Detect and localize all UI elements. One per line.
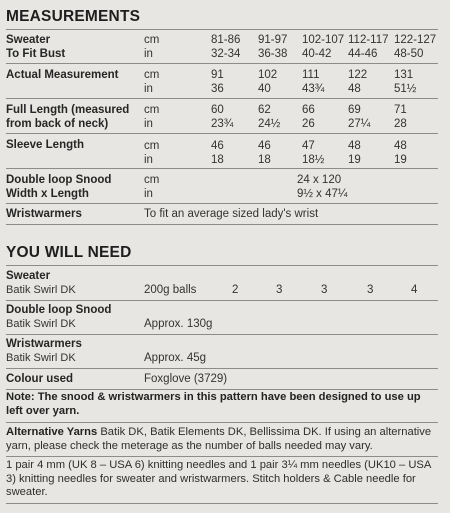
size-cm: 112-117	[348, 34, 389, 46]
full-length-cm: 60	[211, 104, 224, 116]
divider	[6, 29, 438, 30]
unit-cm: cm	[144, 174, 160, 186]
divider	[6, 224, 438, 225]
actual-label: Actual Measurement	[6, 69, 119, 81]
wristwarmers-text: To fit an average sized lady's wrist	[144, 208, 319, 220]
size-in: 44-46	[348, 48, 378, 60]
actual-in: 43¾	[302, 83, 325, 95]
snood-in: 9½ x 47¼	[297, 188, 348, 200]
full-length-in: 26	[302, 118, 315, 130]
snood-label: Width x Length	[6, 188, 89, 200]
full-length-cm: 69	[348, 104, 361, 116]
sleeve-in: 19	[394, 154, 407, 166]
balls-count: 2	[232, 284, 239, 296]
alternative-yarns-text: Batik DK, Batik Elements DK, Bellissima DK. If using an alternative yarn, please check the meterage as the number of balls needed may vary.	[6, 426, 432, 452]
need-wrist-label: Wristwarmers	[6, 338, 82, 350]
size-in: 36-38	[258, 48, 288, 60]
balls-count: 3	[321, 284, 328, 296]
balls-label: 200g balls	[144, 284, 197, 296]
colour-label: Colour used	[6, 373, 74, 385]
alternative-yarns-label: Alternative Yarns	[6, 426, 98, 438]
unit-in: in	[144, 118, 153, 130]
sleeve-cm: 48	[348, 140, 361, 152]
snood-cm: 24 x 120	[297, 174, 342, 186]
wrist-yarn: Batik Swirl DK	[6, 352, 76, 364]
balls-count: 3	[276, 284, 283, 296]
you-will-need-heading: YOU WILL NEED	[6, 244, 132, 261]
divider	[6, 422, 438, 423]
sleeve-in: 18	[258, 154, 271, 166]
need-snood-label: Double loop Snood	[6, 304, 112, 316]
measurements-heading: MEASUREMENTS	[6, 8, 141, 25]
divider	[6, 334, 438, 335]
actual-in: 51½	[394, 83, 417, 95]
divider	[6, 503, 438, 504]
sleeve-in: 19	[348, 154, 361, 166]
unit-cm: cm	[144, 34, 160, 46]
unit-in: in	[144, 154, 153, 166]
size-in: 40-42	[302, 48, 332, 60]
full-length-cm: 62	[258, 104, 271, 116]
divider	[6, 98, 438, 99]
unit-in: in	[144, 48, 153, 60]
full-length-label: from back of neck)	[6, 118, 109, 130]
divider	[6, 300, 438, 301]
actual-cm: 131	[394, 69, 414, 81]
actual-in: 36	[211, 83, 224, 95]
size-cm: 81-86	[211, 34, 241, 46]
sleeve-in: 18½	[302, 154, 325, 166]
size-in: 48-50	[394, 48, 424, 60]
unit-cm: cm	[144, 69, 160, 81]
need-sweater-label: Sweater	[6, 270, 51, 282]
size-cm: 122-127	[394, 34, 437, 46]
divider	[6, 133, 438, 134]
note-text: Note: The snood & wristwarmers in this pattern have been designed to use up left over yarn.	[6, 391, 421, 417]
full-length-label: Full Length (measured	[6, 104, 130, 116]
actual-cm: 122	[348, 69, 368, 81]
divider	[6, 203, 438, 204]
actual-cm: 91	[211, 69, 224, 81]
unit-cm: cm	[144, 104, 160, 116]
needles-text: 1 pair 4 mm (UK 8 – USA 6) knitting needles and 1 pair 3¼ mm needles (UK10 – USA 3) knitting needles for sweater and wristwarmers. Stitch holders & Cable needle for sweater.	[6, 459, 431, 498]
fit-bust-label: To Fit Bust	[6, 48, 66, 60]
sleeve-cm: 48	[394, 140, 407, 152]
size-in: 32-34	[211, 48, 241, 60]
balls-count: 3	[367, 284, 374, 296]
full-length-in: 24½	[258, 118, 281, 130]
snood-label: Double loop Snood	[6, 174, 112, 186]
colour-value: Foxglove (3729)	[144, 373, 228, 385]
unit-in: in	[144, 188, 153, 200]
actual-cm: 102	[258, 69, 278, 81]
sweater-label: Sweater	[6, 34, 51, 46]
sleeve-label: Sleeve Length	[6, 139, 84, 151]
full-length-in: 28	[394, 118, 407, 130]
wristwarmers-label: Wristwarmers	[6, 208, 82, 220]
full-length-cm: 71	[394, 104, 407, 116]
sleeve-cm: 47	[302, 140, 315, 152]
sleeve-in: 18	[211, 154, 224, 166]
snood-yarn: Batik Swirl DK	[6, 318, 76, 330]
divider	[6, 265, 438, 266]
snood-amount: Approx. 130g	[144, 318, 213, 330]
sweater-yarn: Batik Swirl DK	[6, 284, 76, 296]
divider	[6, 368, 438, 369]
full-length-in: 23¾	[211, 118, 234, 130]
sleeve-cm: 46	[211, 140, 224, 152]
full-length-in: 27¼	[348, 118, 371, 130]
wrist-amount: Approx. 45g	[144, 352, 207, 364]
divider	[6, 63, 438, 64]
sleeve-cm: 46	[258, 140, 271, 152]
divider	[6, 168, 438, 169]
unit-in: in	[144, 83, 153, 95]
actual-in: 40	[258, 83, 271, 95]
actual-in: 48	[348, 83, 361, 95]
divider	[6, 389, 438, 390]
size-cm: 91-97	[258, 34, 288, 46]
full-length-cm: 66	[302, 104, 315, 116]
balls-count: 4	[411, 284, 418, 296]
actual-cm: 111	[302, 69, 320, 81]
divider	[6, 456, 438, 457]
alternative-yarns	[6, 426, 436, 453]
size-cm: 102-107	[302, 34, 345, 46]
unit-cm: cm	[144, 140, 160, 152]
